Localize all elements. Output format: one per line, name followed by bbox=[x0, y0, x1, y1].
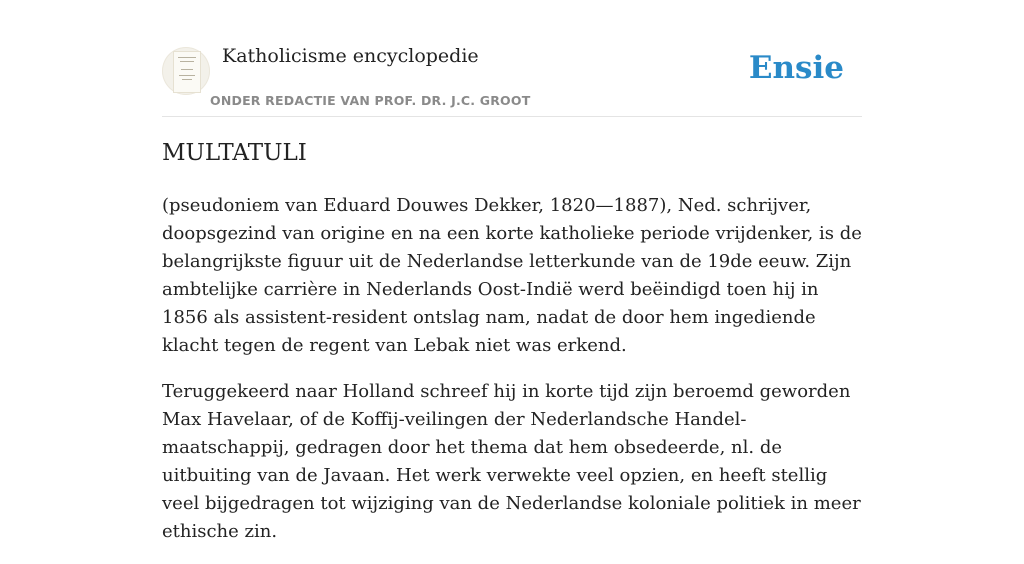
article-body bbox=[162, 192, 862, 564]
site-header bbox=[162, 40, 862, 117]
article-paragraph: Teruggekeerd naar Holland schreef hij in korte tijd zijn beroemd geworden Max Havelaar, of de Koffij-veilingen der Nederlandsche Handel-maatschappij, gedragen door het thema dat hem obsedeerde, nl. de uitbuiting van de Javaan. Het werk verwekte veel opzien, en heeft stellig veel bijgedragen tot wijziging van de Nederlandse koloniale politiek in meer ethische zin. bbox=[162, 381, 861, 542]
encyclopedia-cover-thumbnail[interactable] bbox=[162, 47, 210, 95]
ensie-logo-link[interactable]: Ensie bbox=[748, 50, 844, 86]
editor-credit: ONDER REDACTIE VAN PROF. DR. J.C. GROOT bbox=[210, 93, 531, 108]
book-cover-icon bbox=[173, 51, 201, 93]
article-title: MULTATULI bbox=[162, 140, 307, 166]
article-paragraph: (pseudoniem van Eduard Douwes Dekker, 1820—1887), Ned. schrijver, doopsgezind van origine en na een korte katholieke periode vrijdenker, is de belangrijkste figuur uit de Nederlandse letterkunde van de 19de eeuw. Zijn ambtelijke carrière in Nederlands Oost-Indië werd beëindigd toen hij in 1856 als assistent-resident ontslag nam, nadat de door hem ingediende klacht tegen de regent van Lebak niet was erkend. bbox=[162, 195, 862, 356]
encyclopedia-title[interactable]: Katholicisme encyclopedie bbox=[222, 45, 479, 67]
